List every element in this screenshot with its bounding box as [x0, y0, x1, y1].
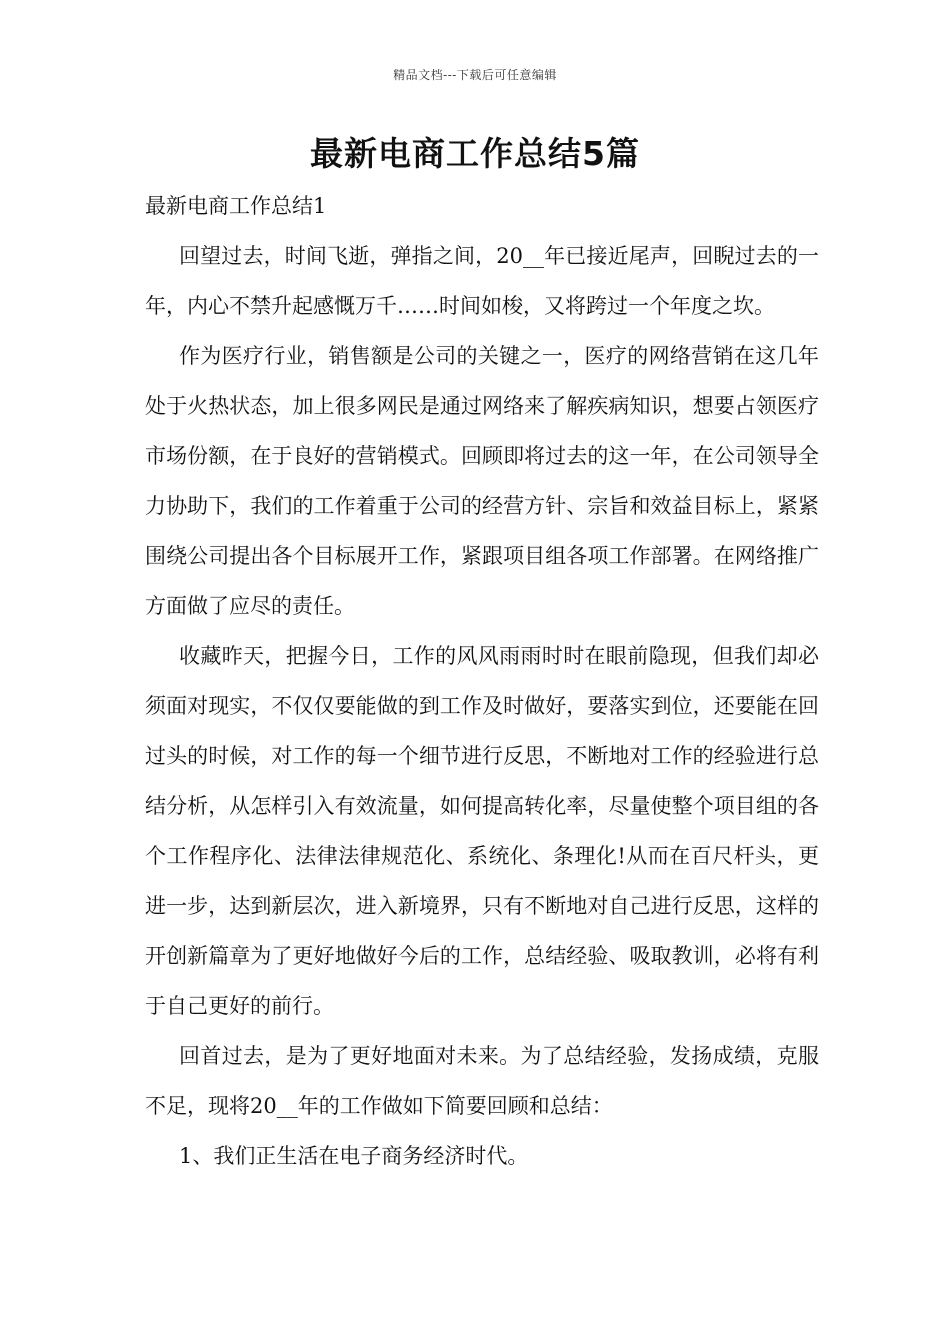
paragraph-1: 回望过去，时间飞逝，弹指之间，20__年已接近尾声，回睨过去的一年，内心不禁升起感慨万千……时间如梭，又将跨过一个年度之坎。 — [145, 244, 819, 318]
header-note: 精品文档---下载后可任意编辑 — [393, 68, 557, 82]
paragraph-3: 收藏昨天，把握今日，工作的风风雨雨时时在眼前隐现，但我们却必须面对现实，不仅仅要能做的到工作及时做好，要落实到位，还要能在回过头的时候，对工作的每一个细节进行反思，不断地对工作的经验进行总结分析，从怎样引入有效流量，如何提高转化率，尽量使整个项目组的各个工作程序化、法律法律规范化、系统化、条理化!从而在百尺杆头，更进一步，达到新层次，进入新境界，只有不断地对自己进行反思，这样的开创新篇章为了更好地做好今后的工作，总结经验、吸取教训，必将有利于自己更好的前行。 — [145, 644, 819, 1018]
document-title: 最新电商工作总结5篇 — [310, 134, 640, 173]
paragraph-2: 作为医疗行业，销售额是公司的关键之一，医疗的网络营销在这几年处于火热状态，加上很多网民是通过网络来了解疾病知识，想要占领医疗市场份额，在于良好的营销模式。回顾即将过去的这一年，在公司领导全力协助下，我们的工作着重于公司的经营方针、宗旨和效益目标上，紧紧围绕公司提出各个目标展开工作，紧跟项目组各项工作部署。在网络推广方面做了应尽的责任。 — [145, 344, 819, 618]
paragraph-4: 回首过去，是为了更好地面对未来。为了总结经验，发扬成绩，克服不足，现将20__年的工作做如下简要回顾和总结： — [145, 1044, 819, 1118]
document-body — [145, 181, 819, 1181]
paragraph-5: 1、我们正生活在电子商务经济时代。 — [179, 1144, 529, 1168]
section-subtitle: 最新电商工作总结1 — [145, 194, 327, 218]
